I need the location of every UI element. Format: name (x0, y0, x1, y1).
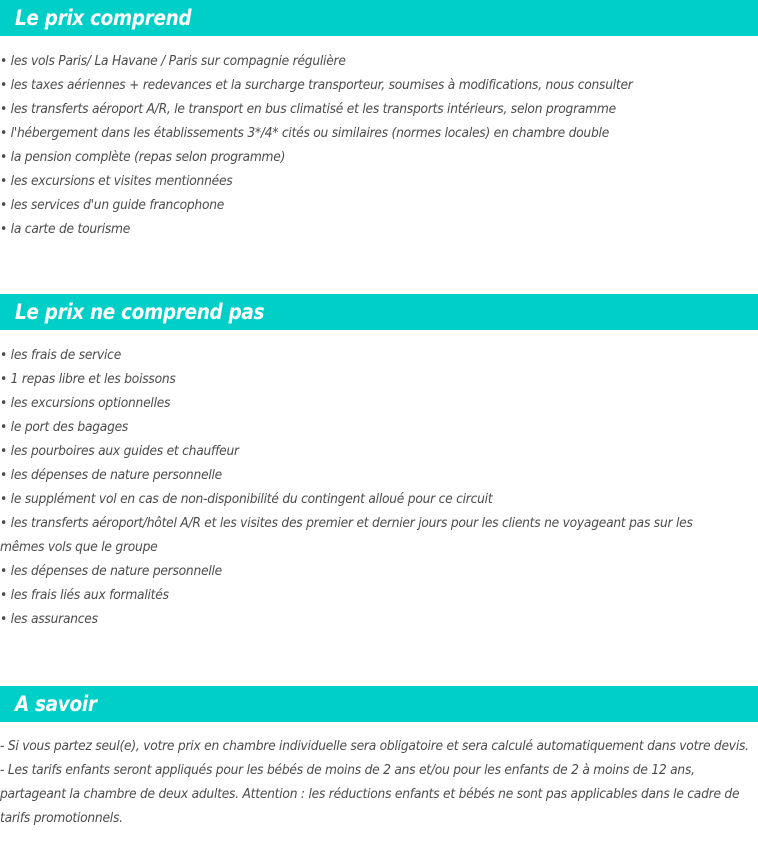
list-item (0, 512, 705, 560)
list-item (0, 218, 705, 242)
list-item-label: les taxes aériennes + redevances et la surcharge transporteur, soumises à modifications, nous consulter (10, 78, 633, 93)
list-item (0, 440, 705, 464)
bullet-icon: • (0, 126, 8, 141)
bullet-icon: • (0, 102, 8, 117)
bullet-icon: • (0, 396, 8, 411)
list-item (0, 146, 705, 170)
list-item-label: les frais liés aux formalités (10, 588, 169, 603)
bullet-icon: • (0, 444, 8, 459)
bullet-icon: • (0, 348, 8, 363)
list-item-label: les transferts aéroport/hôtel A/R et les visites des premier et dernier jours pour les clients ne voyageant pas sur les mêmes vols que le groupe (0, 516, 693, 555)
bullet-icon: • (0, 174, 8, 189)
list-item (0, 416, 705, 440)
note-paragraph: - Si vous partez seul(e), votre prix en chambre individuelle sera obligatoire et sera calculé automatiquement dans votre devis. (0, 739, 749, 754)
spacer (0, 242, 758, 294)
list-item (0, 122, 705, 146)
section-title: Le prix ne comprend pas (15, 299, 265, 324)
list-item-label: les dépenses de nature personnelle (10, 468, 222, 483)
list-item-label: la pension complète (repas selon programme) (10, 150, 286, 165)
list-item-label: les pourboires aux guides et chauffeur (10, 444, 239, 459)
section-header-a-savoir (0, 686, 758, 722)
section-body-prix-ne-comprend-pas (0, 344, 758, 632)
list-item-label: les assurances (10, 612, 98, 627)
bullet-icon: • (0, 468, 8, 483)
included-list (0, 50, 758, 242)
bullet-icon: • (0, 420, 8, 435)
list-item-label: les transferts aéroport A/R, le transport en bus climatisé et les transports intérieurs, selon programme (10, 102, 616, 117)
list-item-label: 1 repas libre et les boissons (10, 372, 176, 387)
section-header-prix-comprend (0, 0, 758, 36)
list-item-label: les services d'un guide francophone (10, 198, 225, 213)
bullet-icon: • (0, 564, 8, 579)
list-item (0, 392, 705, 416)
bullet-icon: • (0, 54, 8, 69)
spacer (0, 36, 758, 50)
spacer (0, 330, 758, 344)
list-item (0, 608, 705, 632)
section-body-prix-comprend (0, 50, 758, 242)
list-item-label: le port des bagages (10, 420, 129, 435)
spacer (0, 632, 758, 686)
section-title: A savoir (15, 691, 97, 716)
list-item (0, 194, 705, 218)
list-item (0, 98, 705, 122)
list-item-label: le supplément vol en cas de non-disponibilité du contingent alloué pour ce circuit (10, 492, 493, 507)
bullet-icon: • (0, 492, 8, 507)
list-item-label: les frais de service (10, 348, 122, 363)
section-title: Le prix comprend (15, 5, 192, 30)
list-item (0, 170, 705, 194)
bullet-icon: • (0, 150, 8, 165)
list-item (0, 488, 705, 512)
list-item (0, 464, 705, 488)
list-item (0, 344, 705, 368)
bullet-icon: • (0, 372, 8, 387)
spacer (0, 722, 758, 735)
section-header-prix-ne-comprend-pas (0, 294, 758, 330)
bullet-icon: • (0, 198, 8, 213)
excluded-list (0, 344, 758, 632)
list-item (0, 584, 705, 608)
list-item (0, 560, 705, 584)
bullet-icon: • (0, 516, 8, 531)
list-item-label: les dépenses de nature personnelle (10, 564, 222, 579)
list-item-label: l'hébergement dans les établissements 3*/4* cités ou similaires (normes locales) en chambre double (10, 126, 610, 141)
list-item-label: les excursions optionnelles (10, 396, 171, 411)
bullet-icon: • (0, 78, 8, 93)
list-item (0, 74, 705, 98)
list-item-label: la carte de tourisme (10, 222, 131, 237)
list-item (0, 50, 705, 74)
list-item-label: les excursions et visites mentionnées (10, 174, 233, 189)
list-item-label: les vols Paris/ La Havane / Paris sur compagnie régulière (10, 54, 346, 69)
list-item (0, 368, 705, 392)
note-paragraph: - Les tarifs enfants seront appliqués pour les bébés de moins de 2 ans et/ou pour les enfants de 2 à moins de 12 ans, partageant la chambre de deux adultes. Attention : les réductions enfants et bébés ne sont pas applicables dans le cadre de tarifs promotionnels. (0, 763, 740, 826)
section-body-a-savoir (0, 735, 758, 831)
bullet-icon: • (0, 222, 8, 237)
bullet-icon: • (0, 588, 8, 603)
bullet-icon: • (0, 612, 8, 627)
